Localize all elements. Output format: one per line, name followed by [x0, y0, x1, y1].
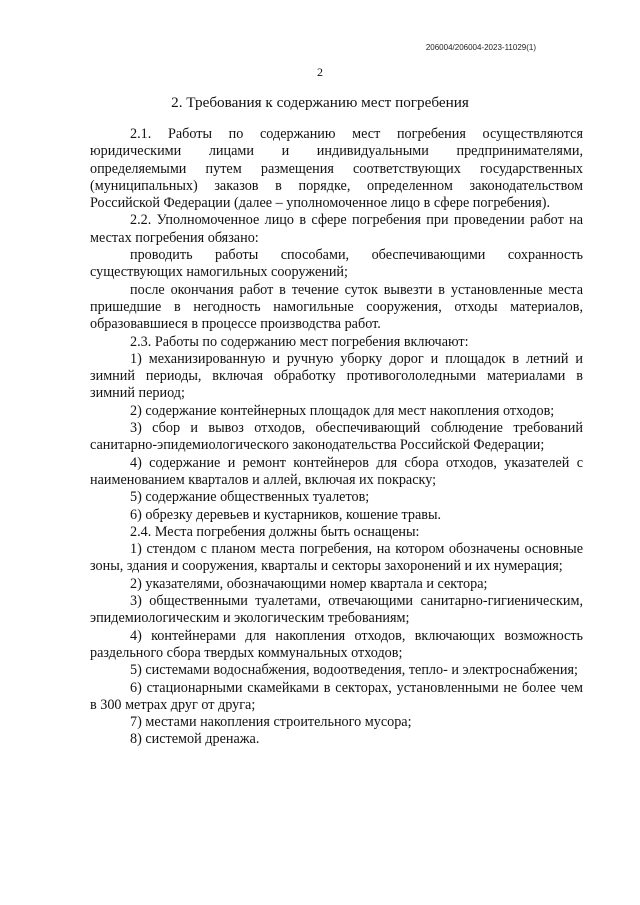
paragraph: 8) системой дренажа. — [130, 731, 260, 748]
paragraph: 2) содержание контейнерных площадок для мест накопления отходов; — [130, 402, 555, 419]
paragraph: 6) стационарными скамейками в секторах, установленными не более чем в 300 метрах друг от друга; — [90, 679, 583, 713]
paragraph: 7) местами накопления строительного мусора; — [130, 714, 412, 731]
paragraph: 4) содержание и ремонт контейнеров для сбора отходов, указателей с наименованием кварталов и аллей, включая их покраску; — [90, 454, 583, 488]
page-number: 2 — [317, 65, 323, 79]
paragraph: 1) механизированную и ручную уборку дорог и площадок в летний и зимний периоды, включая обработку противогололедными материалами в зимний период; — [90, 350, 583, 402]
paragraph: 3) сбор и вывоз отходов, обеспечивающий соблюдение требований санитарно-эпидемиологического законодательства Российской Федерации; — [90, 420, 583, 454]
paragraph: 3) общественными туалетами, отвечающими санитарно-гигиеническим, эпидемиологическим и экологическим требованиям; — [90, 593, 583, 627]
section-title: 2. Требования к содержанию мест погребения — [171, 94, 469, 111]
document-body — [90, 126, 583, 749]
paragraph: 5) содержание общественных туалетов; — [130, 489, 370, 506]
paragraph: проводить работы способами, обеспечивающими сохранность существующих намогильных сооружений; — [90, 247, 583, 281]
paragraph: 2.2. Уполномоченное лицо в сфере погребения при проведении работ на местах погребения обязано: — [90, 212, 583, 246]
document-id: 206004/206004-2023-11029(1) — [425, 43, 536, 52]
paragraph: 2.3. Работы по содержанию мест погребения включают: — [130, 333, 469, 350]
paragraph: 2.4. Места погребения должны быть оснащены: — [130, 523, 420, 540]
paragraph: 4) контейнерами для накопления отходов, включающих возможность раздельного сбора твердых коммунальных отходов; — [90, 627, 583, 661]
paragraph: 1) стендом с планом места погребения, на котором обозначены основные зоны, здания и сооружения, кварталы и секторы захоронений и их нумерация; — [90, 541, 583, 575]
paragraph: 2.1. Работы по содержанию мест погребения осуществляются юридическими лицами и индивидуальными предпринимателями, определяемыми путем размещения соответствующих государственных (муниципальных) заказов в порядке, определенном законодательством Российской Федерации (далее – уполномоченное лицо в сфере погребения). — [90, 126, 583, 212]
paragraph: после окончания работ в течение суток вывезти в установленные места пришедшие в негодность намогильные сооружения, отходы материалов, образовавшиеся в процессе производства работ. — [90, 281, 583, 333]
paragraph: 5) системами водоснабжения, водоотведения, тепло- и электроснабжения; — [130, 662, 578, 679]
paragraph: 2) указателями, обозначающими номер квартала и сектора; — [130, 575, 488, 592]
paragraph: 6) обрезку деревьев и кустарников, кошение травы. — [130, 506, 442, 523]
